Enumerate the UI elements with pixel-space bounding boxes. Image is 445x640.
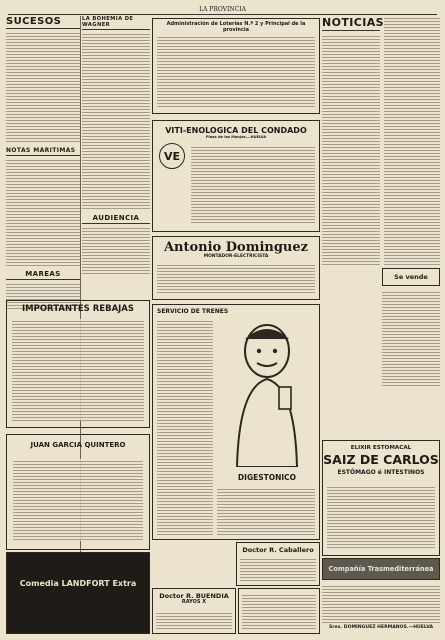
digestonico-title: DIGESTONICO — [237, 473, 297, 482]
se-vende-box — [382, 268, 440, 286]
se-vende: Se vende — [394, 273, 428, 281]
rebajas-ad — [6, 300, 150, 428]
dominguez-hermanos: Sres. DOMINGUEZ HERMANOS.—HUELVA — [328, 625, 434, 630]
caballero-text — [240, 557, 316, 582]
rebajas-title: IMPORTANTES REBAJAS — [21, 304, 135, 314]
servicio-text — [157, 319, 213, 535]
rayos-label: RAYOS X — [181, 599, 207, 605]
compania-ad — [322, 558, 440, 580]
doctor-buendia-ad — [152, 588, 236, 634]
trains-digestonico-block — [152, 304, 320, 540]
viti-text — [191, 145, 315, 225]
viti-subtitle: Plaza de las Monjas.—HUELVA — [205, 135, 267, 139]
rebajas-text — [12, 319, 144, 421]
juan-garcia-title: JUAN GARCIA QUINTERO — [30, 441, 126, 449]
mareas-heading: MAREAS — [6, 270, 80, 280]
small-ad-text — [242, 593, 316, 629]
masthead-title: LA PROVINCIA — [199, 5, 246, 13]
loterias-title: Administración de Loterías N.º 2 y Principal de la provincia — [166, 21, 306, 33]
bohemia-heading: LA BOHEMIA DE WAGNER — [82, 16, 150, 30]
elixir-ad — [322, 440, 440, 556]
viti-title: VITI-ENOLOGICA DEL CONDADO — [165, 126, 307, 135]
ve-logo: VE — [159, 143, 185, 169]
caballero-title: Doctor R. Caballero — [242, 546, 314, 554]
compania-title: Compañía Trasmediterránea — [328, 565, 434, 573]
noticias-heading: NOTICIAS — [322, 16, 384, 29]
loterias-ad — [152, 18, 320, 114]
notas-maritimas-heading: NOTAS MARITIMAS — [6, 147, 80, 156]
juan-garcia-text — [13, 459, 143, 541]
elixir-text — [327, 485, 435, 550]
masthead — [8, 4, 437, 15]
loterias-text — [157, 35, 315, 109]
landfort-title: Comedia LANDFORT Extra — [19, 579, 137, 588]
antonio-title: Antonio Dominguez — [163, 240, 309, 255]
juan-garcia-ad — [6, 434, 150, 550]
notas-maritimas-text — [6, 158, 80, 266]
elixir-top: ELIXIR ESTOMACAL — [350, 445, 412, 451]
servicio-title: SERVICIO DE TRENES — [157, 308, 229, 315]
viti-enologica-ad — [152, 120, 320, 232]
antonio-text — [157, 263, 315, 295]
sucesos-text — [6, 31, 80, 143]
digestonico-text — [217, 487, 315, 535]
noticias-text — [322, 34, 380, 266]
elixir-title: SAIZ DE CARLOS — [323, 452, 439, 467]
antonio-dominguez-ad — [152, 236, 320, 300]
sucesos-heading: SUCESOS — [6, 16, 80, 29]
column-4b-text — [384, 16, 440, 266]
man-drinking-figure — [217, 317, 317, 467]
audiencia-heading: AUDIENCIA — [82, 214, 150, 224]
bohemia-text — [82, 32, 150, 210]
antonio-subtitle: MONTADOR-ELECTRICISTA — [203, 254, 269, 259]
elixir-subtitle: ESTÓMAGO é INTESTINOS — [337, 469, 425, 476]
compania-text — [322, 584, 440, 624]
doctor-caballero-ad — [236, 542, 320, 586]
audiencia-text — [82, 226, 150, 274]
landfort-ad — [6, 552, 150, 634]
buendia-title: Doctor R. BUENDIA — [159, 592, 229, 600]
small-ad-bottom — [238, 588, 320, 634]
buendia-text — [156, 611, 232, 630]
venta-text — [382, 290, 440, 386]
